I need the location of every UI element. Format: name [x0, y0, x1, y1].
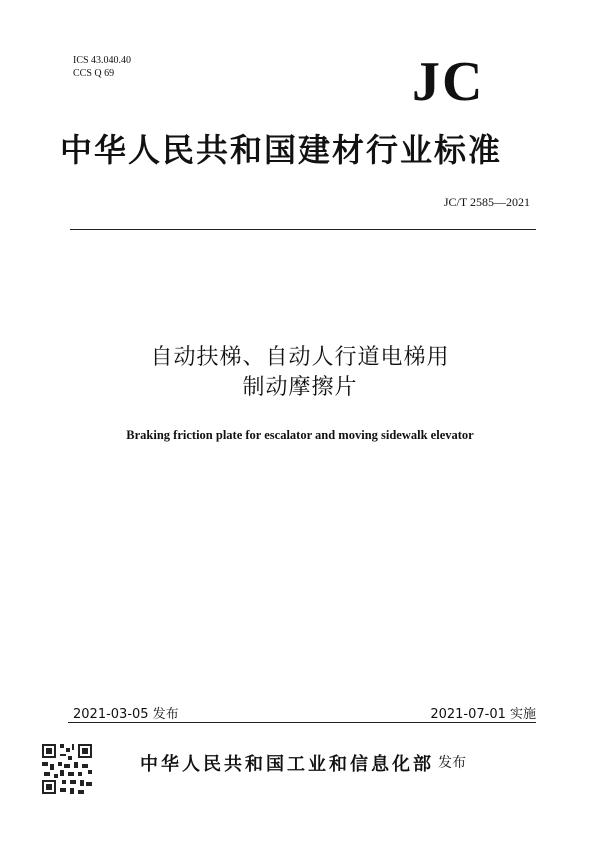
issuing-authority: 中华人民共和国工业和信息化部	[140, 754, 434, 775]
english-title: Braking friction plate for escalator and moving sidewalk elevator	[126, 428, 474, 442]
publish-date: 2021-03-05 发布	[73, 707, 179, 722]
jc-logo: JC	[412, 51, 485, 113]
issue-label: 发布	[438, 755, 466, 771]
classification-block	[73, 54, 131, 80]
document-title-line1: 自动扶梯、自动人行道电梯用	[150, 345, 450, 370]
footer-divider	[68, 722, 536, 723]
implement-date: 2021-07-01 实施	[430, 707, 536, 722]
organization-title: 中华人民共和国建材行业标准	[60, 131, 503, 169]
ics-code: ICS 43.040.40	[73, 55, 132, 66]
ccs-code: CCS Q 69	[73, 68, 115, 79]
standard-number: JC/T 2585—2021	[443, 195, 530, 209]
header-divider	[70, 229, 536, 230]
qr-code-icon	[40, 742, 94, 796]
document-title-line2: 制动摩擦片	[242, 375, 358, 400]
